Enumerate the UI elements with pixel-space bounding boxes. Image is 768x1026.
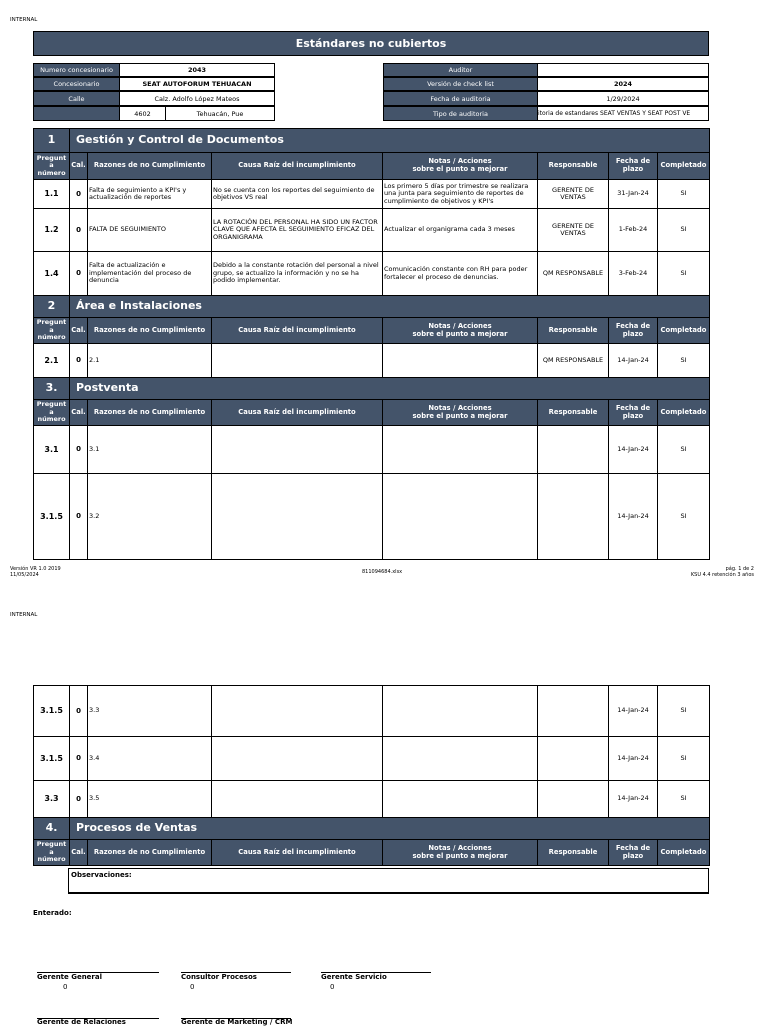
responsible [538,474,609,560]
section-header [34,818,710,840]
reason: 2.1 [88,344,212,378]
root-cause [212,426,383,474]
signature-label: Gerente General [37,973,103,981]
completed: SI [658,209,710,252]
auditor-label: Auditor [383,63,538,77]
dealer-number-label: Numero concesionario [33,63,120,77]
question-number: 3.1.5 [34,686,70,737]
standards-table [33,128,710,560]
notes [383,474,538,560]
table-row [34,209,710,252]
reason: Falta de actualización e implementación del proceso de denuncia [88,252,212,296]
question-number: 1.2 [34,209,70,252]
section-header [34,129,710,153]
section-name: Área e Instalaciones [70,296,710,318]
street-value: Calz. Adolfo López Mateos [119,91,275,106]
completed: SI [658,474,710,560]
due-date: 31-Jan-24 [609,180,658,209]
due-date: 14-Jan-24 [609,781,658,818]
question-number: 3.1.5 [34,474,70,560]
signature-label: Gerente de Relaciones [37,1018,126,1026]
notes [383,686,538,737]
completed: SI [658,252,710,296]
score-header: Cal. [70,840,88,866]
due-date: 1-Feb-24 [609,209,658,252]
page-footer-right [691,566,754,578]
completed-header: Completado [658,400,710,426]
file-name: 811094684.xlsx [362,569,403,575]
table-row [34,180,710,209]
blank-label [33,106,120,121]
checklist-version-value: 2024 [537,77,709,91]
section-number: 3. [34,378,70,400]
score: 0 [70,737,88,781]
page-footer-left [10,566,61,578]
responsible: QM RESPONSABLE [538,344,609,378]
due-date: 3-Feb-24 [609,252,658,296]
score: 0 [70,180,88,209]
question-number-header: Pregunt a número [34,400,70,426]
acknowledged-label: Enterado: [33,909,72,917]
responsible-header: Responsable [538,318,609,344]
notes [383,781,538,818]
notes-header: Notas / Acciones sobre el punto a mejorar [383,153,538,180]
table-row [34,781,710,818]
score-header: Cal. [70,318,88,344]
responsible [538,781,609,818]
question-number-header: Pregunt a número [34,840,70,866]
completed: SI [658,737,710,781]
print-date: 11/05/2024 [10,572,39,578]
root-cause: No se cuenta con los reportes del seguimiento de objetivos VS real [212,180,383,209]
due-date-header: Fecha de plazo [609,153,658,180]
section-number: 2 [34,296,70,318]
root-cause-header: Causa Raíz del incumplimiento [212,318,383,344]
question-number-header: Pregunt a número [34,153,70,180]
root-cause-header: Causa Raíz del incumplimiento [212,400,383,426]
completed: SI [658,686,710,737]
score: 0 [70,686,88,737]
question-number: 2.1 [34,344,70,378]
due-date: 14-Jan-24 [609,344,658,378]
retention-note: KSU 4.4 retención 3 años [690,572,754,578]
completed: SI [658,180,710,209]
notes [383,426,538,474]
signature-value: 0 [330,983,335,991]
notes-header: Notas / Acciones sobre el punto a mejorar [383,400,538,426]
audit-date-value: 1/29/2024 [537,91,709,106]
observations-box[interactable] [68,868,709,894]
section-name: Postventa [70,378,710,400]
notes: Comunicación constante con RH para poder fortalecer el proceso de denuncias. [383,252,538,296]
reason: 3.5 [88,781,212,818]
notes-header: Notas / Acciones sobre el punto a mejorar [383,318,538,344]
question-number: 1.4 [34,252,70,296]
score-header: Cal. [70,153,88,180]
root-cause [212,781,383,818]
standards-table-continued [33,685,710,866]
notes: Actualizar el organigrama cada 3 meses [383,209,538,252]
responsible-header: Responsable [538,153,609,180]
notes: Los primero 5 días por trimestre se realizara una junta para seguimiento de reportes de cumplimiento de objetivos y KPI's [383,180,538,209]
responsible [538,686,609,737]
section-name: Gestión y Control de Documentos [70,129,710,153]
responsible: QM RESPONSABLE [538,252,609,296]
root-cause [212,344,383,378]
due-date: 14-Jan-24 [609,737,658,781]
reason: 3.3 [88,686,212,737]
table-row [34,252,710,296]
reasons-header: Razones de no Cumplimiento [88,153,212,180]
section-header [34,296,710,318]
observations-label: Observaciones: [71,871,132,879]
completed-header: Completado [658,840,710,866]
notes-header: Notas / Acciones sobre el punto a mejorar [383,840,538,866]
score: 0 [70,474,88,560]
column-header-row [34,840,710,866]
due-date: 14-Jan-24 [609,426,658,474]
dealer-number-value: 2043 [119,63,275,77]
audit-type-value: itoria de estandares SEAT VENTAS Y SEAT POST VE [537,106,709,121]
section-number: 1 [34,129,70,153]
question-number: 3.3 [34,781,70,818]
root-cause [212,737,383,781]
root-cause [212,474,383,560]
table-row [34,686,710,737]
question-number: 1.1 [34,180,70,209]
completed: SI [658,426,710,474]
score: 0 [70,426,88,474]
question-number: 3.1 [34,426,70,474]
signature-label: Gerente de Marketing / CRM [181,1018,293,1026]
table-row [34,426,710,474]
responsible: GERENTE DE VENTAS [538,180,609,209]
root-cause: Debido a la constante rotación del personal a nivel grupo, se actualizo la información y no se ha podido implementar. [212,252,383,296]
root-cause-header: Causa Raíz del incumplimiento [212,153,383,180]
audit-type-label: Tipo de auditoria [383,106,538,121]
notes [383,344,538,378]
root-cause: LA ROTACIÓN DEL PERSONAL HA SIDO UN FACTOR CLAVE QUE AFECTA EL SEGUIMIENTO EFICAZ DEL ORGANIGRAMA [212,209,383,252]
due-date: 14-Jan-24 [609,686,658,737]
notes [383,737,538,781]
dealer-name-value: SEAT AUTOFORUM TEHUACAN [119,77,275,91]
dealer-name-label: Concesionario [33,77,120,91]
postal-code-value: 4602 [119,106,166,121]
root-cause-header: Causa Raíz del incumplimiento [212,840,383,866]
reason: Falta de seguimiento a KPI's y actualización de reportes [88,180,212,209]
due-date-header: Fecha de plazo [609,840,658,866]
score: 0 [70,209,88,252]
completed: SI [658,781,710,818]
classification-label: INTERNAL [10,612,38,618]
document-title: Estándares no cubiertos [33,31,709,56]
signature-value: 0 [190,983,195,991]
reasons-header: Razones de no Cumplimiento [88,840,212,866]
due-date-header: Fecha de plazo [609,318,658,344]
column-header-row [34,153,710,180]
auditor-value [537,63,709,77]
score: 0 [70,344,88,378]
reasons-header: Razones de no Cumplimiento [88,400,212,426]
responsible [538,426,609,474]
reasons-header: Razones de no Cumplimiento [88,318,212,344]
signature-label: Consultor Procesos [181,973,257,981]
column-header-row [34,318,710,344]
responsible-header: Responsable [538,400,609,426]
table-row [34,344,710,378]
section-name: Procesos de Ventas [70,818,710,840]
table-row [34,474,710,560]
table-row [34,737,710,781]
reason: 3.4 [88,737,212,781]
due-date: 14-Jan-24 [609,474,658,560]
responsible: GERENTE DE VENTAS [538,209,609,252]
version-note: Versión VR 1.0 2019 [10,566,61,572]
street-label: Calle [33,91,120,106]
question-number-header: Pregunt a número [34,318,70,344]
responsible-header: Responsable [538,840,609,866]
due-date-header: Fecha de plazo [609,400,658,426]
question-number: 3.1.5 [34,737,70,781]
section-header [34,378,710,400]
signature-value: 0 [63,983,68,991]
completed: SI [658,344,710,378]
reason: 3.2 [88,474,212,560]
audit-date-label: Fecha de auditoria [383,91,538,106]
completed-header: Completado [658,153,710,180]
page-number: pág. 1 de 2 [725,566,754,572]
city-value: Tehuacán, Pue [165,106,275,121]
score-header: Cal. [70,400,88,426]
completed-header: Completado [658,318,710,344]
reason: 3.1 [88,426,212,474]
responsible [538,737,609,781]
score: 0 [70,781,88,818]
signature-label: Gerente Servicio [321,973,387,981]
classification-label: INTERNAL [10,17,38,23]
score: 0 [70,252,88,296]
column-header-row [34,400,710,426]
checklist-version-label: Versión de check list [383,77,538,91]
reason: FALTA DE SEGUIMIENTO [88,209,212,252]
section-number: 4. [34,818,70,840]
root-cause [212,686,383,737]
